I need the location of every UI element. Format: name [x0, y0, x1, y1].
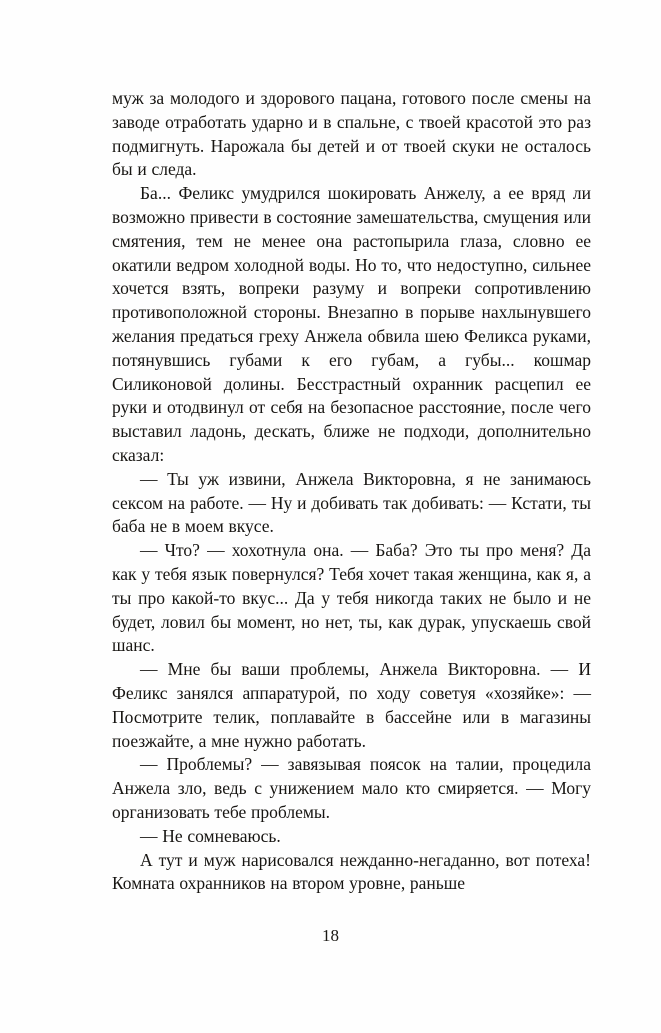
paragraph: — Ты уж извини, Анжела Викторовна, я не занимаюсь сексом на работе. — Ну и добивать так добивать: — Кстати, ты баба не в моем вкусе. — [112, 468, 591, 537]
paragraph: — Проблемы? — завязывая поясок на талии, процедила Анжела зло, ведь с унижением мало кто смиряется. — Могу организовать тебе проблемы. — [112, 754, 591, 822]
page-text — [112, 87, 591, 896]
page-number: 18 — [322, 926, 339, 945]
paragraph: А тут и муж нарисовался нежданно-негаданно, вот потеха! Комната охранников на втором уровне, раньше — [112, 849, 591, 894]
paragraph: — Не сомневаюсь. — [140, 825, 281, 846]
paragraph: — Что? — хохотнула она. — Баба? Это ты про меня? Да как у тебя язык повернулся? Тебя хочет такая женщина, как я, а ты про какой-то вкус... Да у тебя никогда таких не было и не будет, ловил бы момент, но нет, ты, как дурак, упускаешь свой шанс. — [112, 540, 591, 656]
paragraph: муж за молодого и здорового пацана, готового после смены на заводе отработать ударно и в спальне, с твоей красотой это раз подмигнуть. Нарожала бы детей и от твоей скуки не осталось бы и следа. — [112, 88, 591, 180]
paragraph: — Мне бы ваши проблемы, Анжела Викторовна. — И Феликс занялся аппаратурой, по ходу советуя «хозяйке»: — Посмотрите телик, поплавайте в бассейне или в магазины поезжайте, а мне нужно работать. — [112, 659, 591, 751]
paragraph: Ба... Феликс умудрился шокировать Анжелу, а ее вряд ли возможно привести в состояние замешательства, смущения или смятения, тем не менее она растопырила глаза, словно ее окатили ведром холодной воды. Но то, что недоступно, сильнее хочется взять, вопреки разуму и вопреки сопротивлению противоположной стороны. Внезапно в порыве нахлынувшего желания предаться греху Анжела обвила шею Феликса руками, потянувшись губами к его губам, а губы... кошмар Силиконовой долины. Бесстрастный охранник расцепил ее руки и отодвинул от себя на безопасное расстояние, после чего выставил ладонь, дескать, ближе не подходи, дополнительно сказал: — [112, 183, 591, 465]
